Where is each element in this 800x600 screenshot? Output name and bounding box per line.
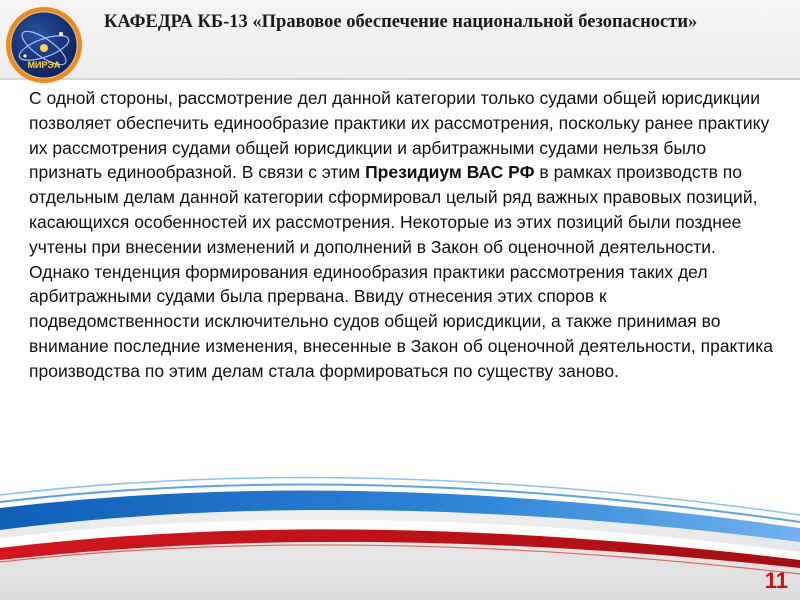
mirea-logo [3, 4, 85, 86]
logo-text: МИРЭА [27, 60, 61, 70]
body-text [29, 86, 779, 384]
body-text-part-1: С одной стороны, рассмотрение дел данной категории только судами общей юрисдикции позволяет обеспечить единообразие практики их рассмотрения, поскольку ранее практику их рассмотрения судами общей юрисдикции и арбитражными судами нельзя было признать единообразной. В связи с этим [29, 88, 770, 183]
page-title: КАФЕДРА КБ-13 «Правовое обеспечение национальной безопасности» [104, 12, 698, 32]
header-divider [0, 78, 800, 80]
page-number: 11 [764, 568, 788, 593]
body-text-part-2: в рамках производств по отдельным делам данной категории сформировал целый ряд важных правовых позиций, касающихся особенностей их рассмотрения. Некоторые из этих позиций были позднее учтены при внесении изменений и дополнений в Закон об оценочной деятельности. Однако тенденция формирования единообразия практики рассмотрения таких дел арбитражными судами была прервана. Ввиду отнесения этих споров к подведомственности исключительно судов общей юрисдикции, а также принимая во внимание последние изменения, внесенные в Закон об оценочной деятельности, практика производства по этим делам стала формироваться по существу заново. [29, 162, 773, 381]
body-bold-term: Президиум ВАС РФ [365, 162, 535, 183]
footer-swoosh [0, 460, 800, 600]
